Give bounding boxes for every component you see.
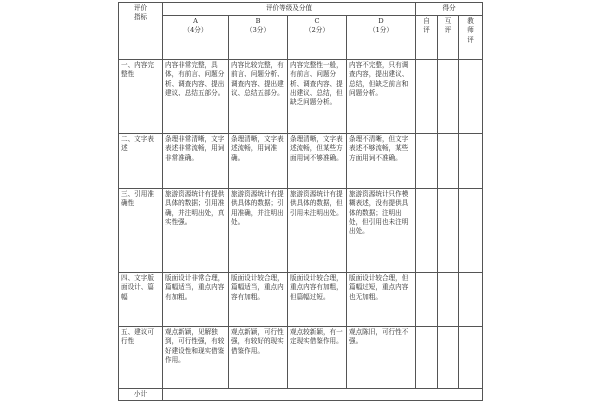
- grade-letter: B: [255, 17, 261, 25]
- grade-a-cell: 旅游资源统计有提供具体的数据；引用准确，并注明出处，真实性强。: [163, 189, 229, 273]
- score-title: 得分: [416, 3, 483, 16]
- teacher-eval-header: 教 师 评: [459, 16, 483, 60]
- grade-d-cell: 内容不完整，只有调查内容，提出建议、总结，但缺乏前言和问题分析。: [347, 60, 416, 134]
- grade-b-cell: 版面设计较合理，篇幅适当，重点内容有加粗。: [229, 273, 288, 327]
- table-row: [119, 273, 483, 327]
- self-eval-score-cell[interactable]: [416, 60, 438, 134]
- criterion-cell: 三、引用准确性: [119, 189, 163, 273]
- grade-b-header: [229, 16, 288, 60]
- teacher-eval-score-cell[interactable]: [459, 327, 483, 389]
- grade-c-cell: 内容完整性一般，有前言、问题分析、调查内容、提出建议、总结，但缺乏问题分析。: [288, 60, 347, 134]
- grade-points: （2分）: [305, 26, 329, 35]
- criterion-cell: 一、内容完整性: [119, 60, 163, 134]
- grade-letter: C: [314, 17, 320, 25]
- criteria-header: 评价 指标: [119, 3, 163, 60]
- peer-eval-score-cell[interactable]: [438, 327, 459, 389]
- self-eval-score-cell[interactable]: [416, 189, 438, 273]
- peer-eval-header: 互 评: [438, 16, 459, 60]
- peer-eval-score-cell[interactable]: [438, 60, 459, 134]
- table-row: [119, 60, 483, 134]
- self-eval-score-cell[interactable]: [416, 273, 438, 327]
- grade-c-cell: 观点较新颖，有一定现实借鉴作用。: [288, 327, 347, 389]
- teacher-eval-score-cell[interactable]: [459, 189, 483, 273]
- grade-c-cell: 版面设计较合理，重点内容有加粗，但篇幅过短。: [288, 273, 347, 327]
- grade-points: （3分）: [246, 26, 270, 35]
- grade-d-cell: 观点陈旧，可行性不强。: [347, 327, 416, 389]
- teacher-eval-score-cell[interactable]: [459, 134, 483, 189]
- table-row: [119, 189, 483, 273]
- grade-b-cell: 条理清晰，文字表述流畅，用词准确。: [229, 134, 288, 189]
- criterion-cell: 四、文字版面设计、篇幅: [119, 273, 163, 327]
- grade-d-cell: 条理不清晰，但文字表述不够流畅，某些方面用词不准确。: [347, 134, 416, 189]
- grade-points: （4分）: [183, 26, 208, 35]
- grade-c-cell: 条理清晰，文字表述流畅，但某些方面用词不够准确。: [288, 134, 347, 189]
- criterion-cell: 二、文字表述: [119, 134, 163, 189]
- grade-d-header: [347, 16, 416, 60]
- grade-c-header: [288, 16, 347, 60]
- peer-eval-score-cell[interactable]: [438, 134, 459, 189]
- grade-a-cell: 观点新颖，见解独到，可行性强，有较好建设性和现实借鉴作用。: [163, 327, 229, 389]
- grade-a-header: [163, 16, 229, 60]
- subtotal-row: [119, 389, 483, 401]
- grade-b-cell: 内容比较完整，有前言、问题分析、调查内容、提出建议、总结五部分。: [229, 60, 288, 134]
- grade-a-cell: 条理非常清晰，文字表述非常流畅，用词非常准确。: [163, 134, 229, 189]
- grade-letter: A: [193, 17, 198, 25]
- teacher-eval-score-cell[interactable]: [459, 273, 483, 327]
- grade-c-cell: 旅游资源统计有提供具体的数据，但引用未注明出处。: [288, 189, 347, 273]
- evaluation-rubric-table: [118, 2, 483, 401]
- grade-d-cell: 旅游资源统计只作模糊表述，没有提供具体的数据；注明出处，但引用也未注明出处。: [347, 189, 416, 273]
- peer-eval-score-cell[interactable]: [438, 189, 459, 273]
- grade-d-cell: 版面设计较合理，但篇幅过短，重点内容也无加粗。: [347, 273, 416, 327]
- criterion-cell: 五、建议可行性: [119, 327, 163, 389]
- self-eval-score-cell[interactable]: [416, 327, 438, 389]
- peer-eval-score-cell[interactable]: [438, 273, 459, 327]
- grade-letter: D: [378, 17, 384, 25]
- grade-b-cell: 观点新颖，可行性强，有较好的现实借鉴作用。: [229, 327, 288, 389]
- table-row: [119, 134, 483, 189]
- grades-title: 评价等级及分值: [163, 3, 416, 16]
- grade-b-cell: 旅游资源统计有提供具体的数据；引用准确，并注明出处。: [229, 189, 288, 273]
- grade-a-cell: 内容非常完整，具体，有前言、问题分析、调查内容、提出建议、总结五部分。: [163, 60, 229, 134]
- table-row: [119, 327, 483, 389]
- grade-a-cell: 版面设计非常合理，篇幅适当，重点内容有加粗。: [163, 273, 229, 327]
- self-eval-score-cell[interactable]: [416, 134, 438, 189]
- subtotal-label: 小计: [119, 389, 163, 401]
- self-eval-header: 自 评: [416, 16, 438, 60]
- teacher-eval-score-cell[interactable]: [459, 60, 483, 134]
- subtotal-value-cell[interactable]: [163, 389, 483, 401]
- grade-points: （1分）: [369, 26, 393, 35]
